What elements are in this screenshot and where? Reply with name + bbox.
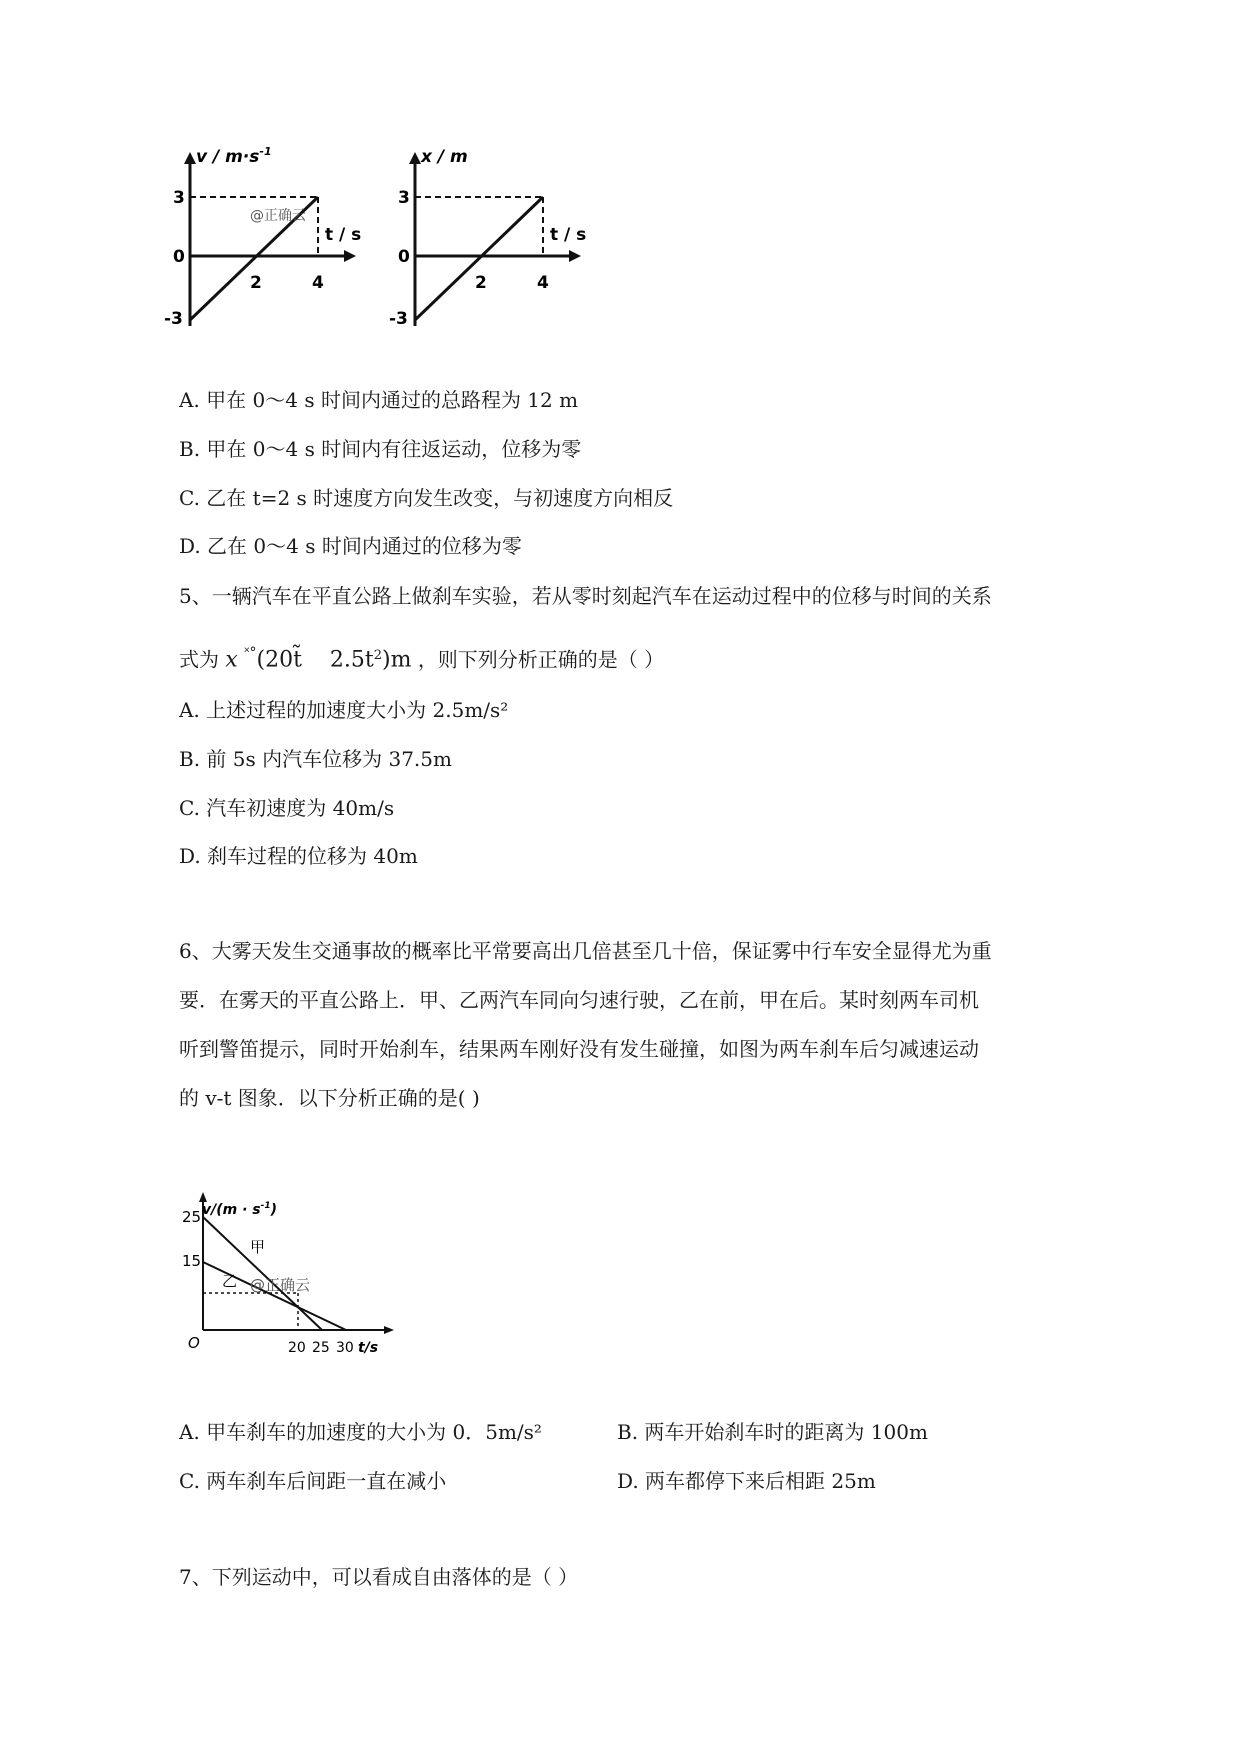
vt-tick-y-0: 0	[173, 247, 185, 267]
q6-stem-line3: 听到警笛提示，同时开始刹车，结果两车刚好没有发生碰撞，如图为两车刹车后匀减速运动	[179, 1037, 979, 1061]
q5-formula-sup: 2	[373, 648, 382, 663]
q6-y-axis-arrow	[199, 1192, 207, 1202]
xt-y-label: x / m	[421, 147, 468, 167]
q5-stem-line1: 5、一辆汽车在平直公路上做刹车实验，若从零时刻起汽车在运动过程中的位移与时间的关系	[179, 584, 992, 608]
q4-option-a: A. 甲在 0～4 s 时间内通过的总路程为 12 m	[179, 388, 579, 412]
q5-formula-garble: ˟°	[244, 644, 257, 661]
vt-y-label: $v / m\cdot s^{-1}$	[196, 145, 272, 167]
vt-x-label: t / s	[325, 225, 362, 245]
xt-y-axis-arrow	[409, 152, 421, 164]
xt-tick-x-2: 2	[475, 273, 487, 293]
vt-y-axis-arrow	[184, 152, 196, 164]
q6-option-b: B. 两车开始刹车时的距离为 100m	[617, 1420, 928, 1444]
q6-stem-line4: 的 v-t 图象．以下分析正确的是( )	[179, 1086, 480, 1110]
q6-stem-line1: 6、大雾天发生交通事故的概率比平常要高出几倍甚至几十倍，保证雾中行车安全显得尤为重	[179, 939, 992, 963]
q5-stem-prefix: 式为	[179, 647, 219, 672]
q6-origin: O	[188, 1334, 200, 1352]
xt-tick-x-4: 4	[537, 273, 549, 293]
q5-stem-line2	[179, 642, 664, 677]
q6-series-label-yi: 乙	[222, 1272, 238, 1290]
q6-graph-figure	[178, 1180, 418, 1380]
vt-graph	[164, 140, 410, 340]
q5-formula-end: )m	[382, 647, 412, 673]
vt-graph-figure	[164, 140, 410, 340]
vt-tick-x-2: 2	[250, 273, 262, 293]
q6-watermark: @正确云	[250, 1276, 311, 1294]
q4-option-d: D. 乙在 0～4 s 时间内通过的位移为零	[179, 534, 522, 558]
q4-option-b: B. 甲在 0～4 s 时间内有往返运动，位移为零	[179, 437, 582, 461]
q5-option-a: A. 上述过程的加速度大小为 2.5m/s²	[179, 698, 509, 722]
q6-option-d: D. 两车都停下来后相距 25m	[617, 1469, 876, 1493]
xt-graph-figure	[389, 140, 655, 340]
xt-graph	[389, 140, 655, 340]
xt-tick-y-neg3: -3	[389, 309, 408, 329]
xt-x-axis-arrow	[569, 250, 581, 262]
xt-tick-y-0: 0	[398, 247, 410, 267]
vt-x-axis-arrow	[344, 250, 356, 262]
q6-x-axis-arrow	[384, 1326, 394, 1334]
xt-data-line	[415, 197, 543, 320]
q6-x-label: t/s	[358, 1340, 379, 1356]
q6-line-jia	[203, 1217, 322, 1330]
q6-tick-x-20: 20	[288, 1340, 306, 1356]
q5-formula-x: x	[225, 647, 238, 673]
q5-formula-body: (20t̃ 2.5t	[256, 647, 374, 673]
q5-stem-suffix: ，则下列分析正确的是（ ）	[417, 647, 665, 672]
q6-tick-y-15: 15	[182, 1252, 202, 1270]
vt-tick-x-4: 4	[312, 273, 324, 293]
vt-tick-y-neg3: -3	[164, 309, 183, 329]
q5-option-b: B. 前 5s 内汽车位移为 37.5m	[179, 747, 452, 771]
q6-option-a: A. 甲车刹车的加速度的大小为 0．5m/s²	[179, 1420, 542, 1444]
vt-tick-y-3: 3	[173, 188, 185, 208]
q5-option-c: C. 汽车初速度为 40m/s	[179, 796, 395, 820]
q6-y-label: $v/(m \cdot s^{-1})$	[202, 1201, 278, 1218]
q6-tick-x-30: 30	[336, 1340, 354, 1356]
q6-tick-x-25: 25	[312, 1340, 330, 1356]
q6-stem-line2: 要．在雾天的平直公路上．甲、乙两汽车同向匀速行驶，乙在前，甲在后。某时刻两车司机	[179, 988, 979, 1012]
xt-x-label: t / s	[550, 225, 587, 245]
q6-option-c: C. 两车刹车后间距一直在减小	[179, 1469, 447, 1493]
q5-option-d: D. 刹车过程的位移为 40m	[179, 844, 418, 868]
xt-tick-y-3: 3	[398, 188, 410, 208]
q6-series-label-jia: 甲	[250, 1238, 266, 1256]
vt-watermark: @正确云	[250, 208, 306, 224]
q7-stem: 7、下列运动中，可以看成自由落体的是（ ）	[179, 1565, 579, 1589]
q6-tick-y-25: 25	[182, 1208, 202, 1226]
q6-graph	[178, 1180, 418, 1380]
q4-option-c: C. 乙在 t=2 s 时速度方向发生改变，与初速度方向相反	[179, 486, 674, 510]
